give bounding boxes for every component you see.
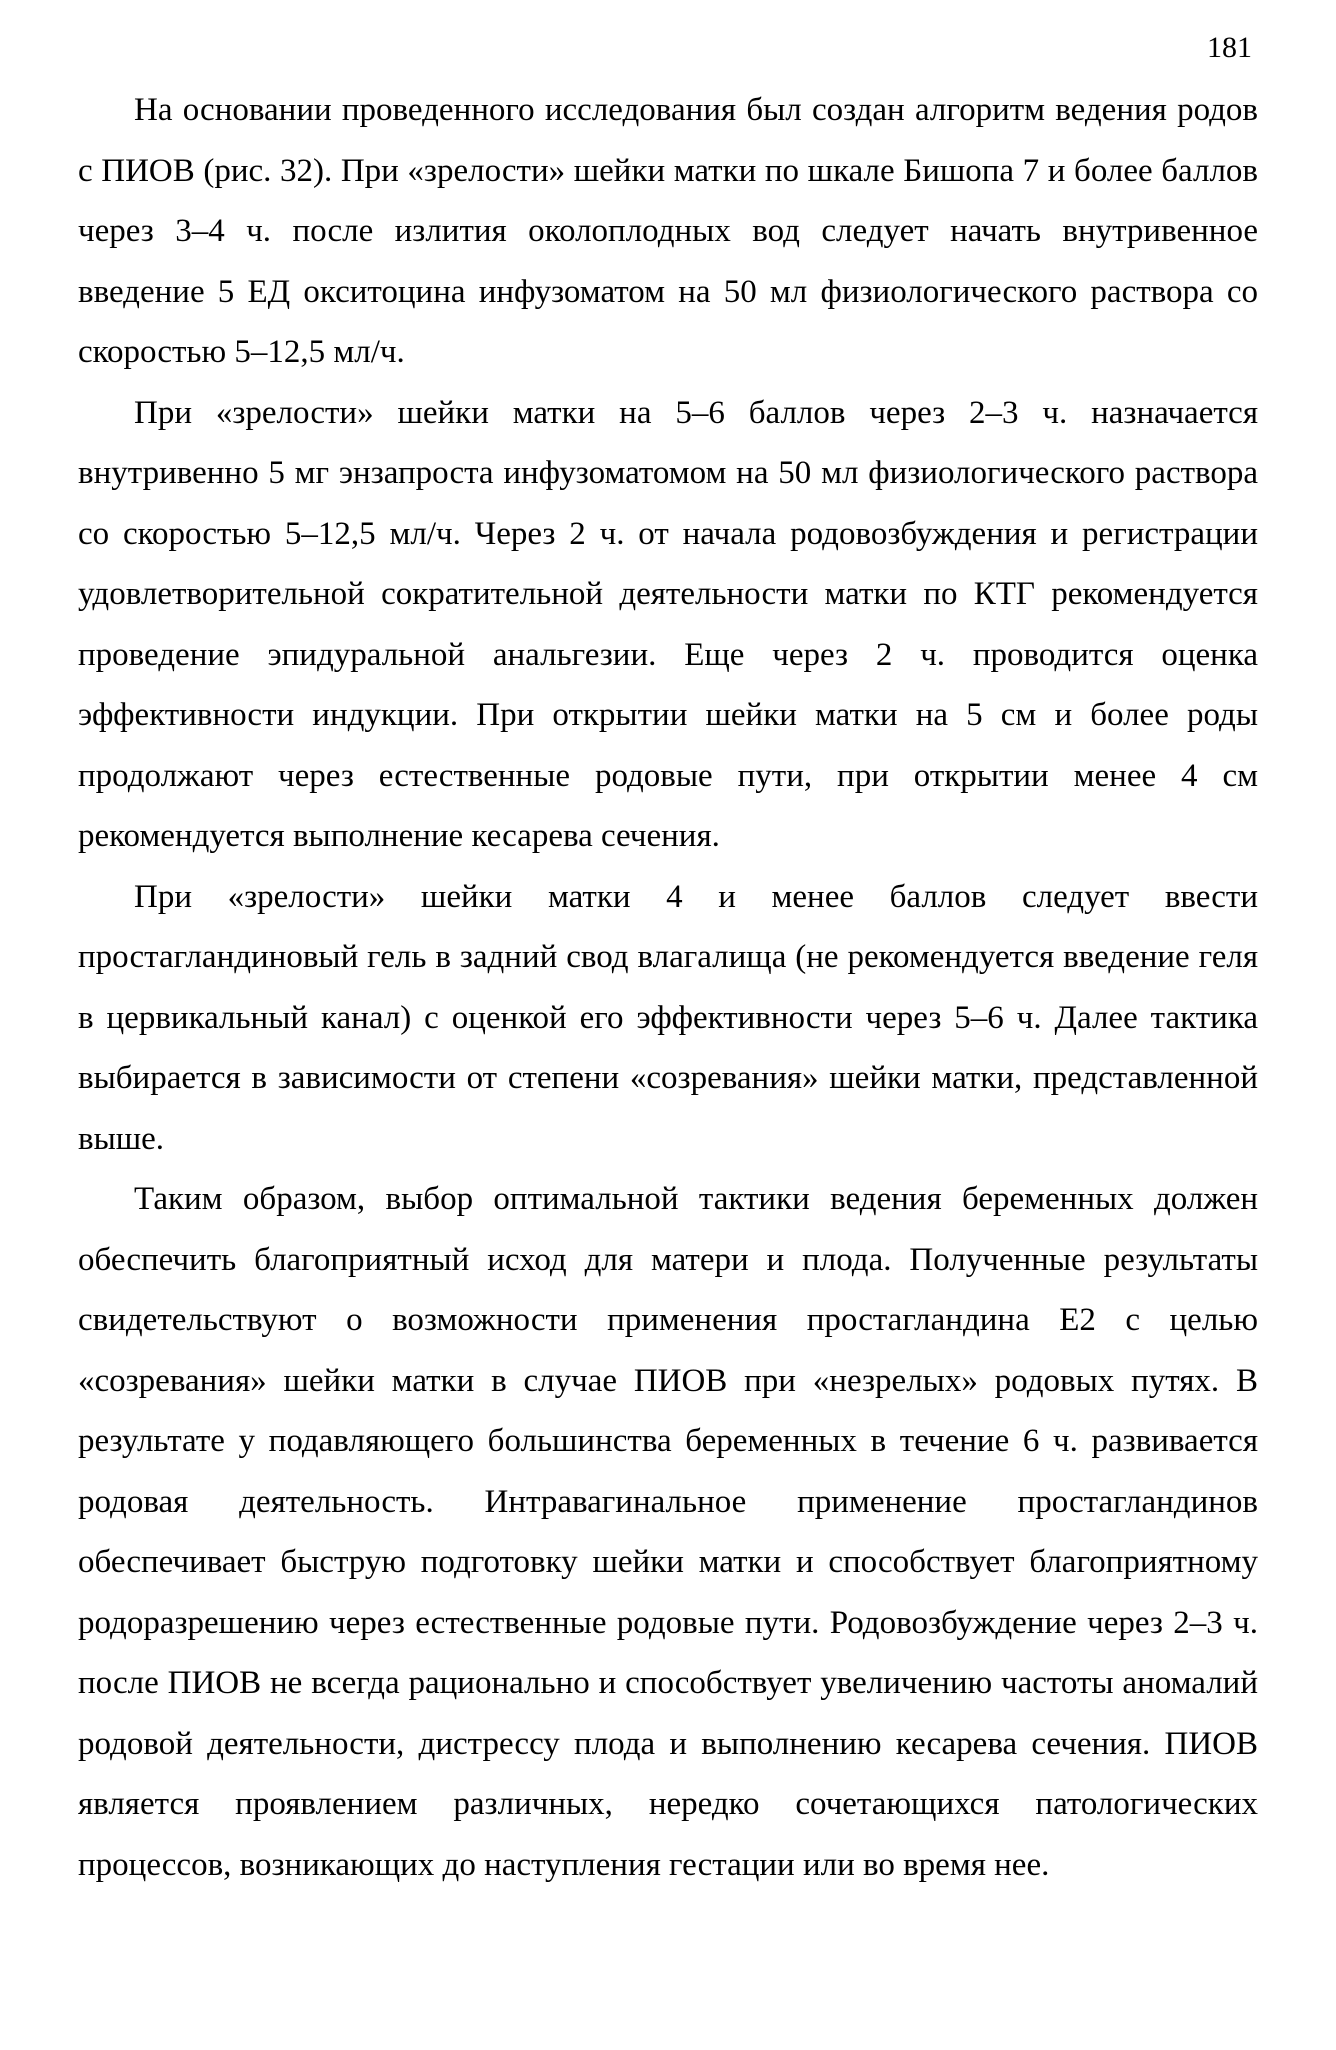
paragraph-enzaprost: При «зрелости» шейки матки на 5–6 баллов через 2–3 ч. назначается внутривенно 5 мг энзапроста инфузоматомом на 50 мл физиологического раствора со скоростью 5–12,5 мл/ч. Через 2 ч. от начала родовозбуждения и регистрации удовлетворительной сократительной деятельности матки по КТГ рекомендуется проведение эпидуральной анальгезии. Еще через 2 ч. проводится оценка эффективности индукции. При открытии шейки матки на 5 см и более роды продолжают через естественные родовые пути, при открытии менее 4 см рекомендуется выполнение кесарева сечения. bbox=[78, 394, 1258, 854]
body-text bbox=[78, 80, 1258, 1895]
paragraph-prostaglandin-gel: При «зрелости» шейки матки 4 и менее баллов следует ввести простагландиновый гель в задний свод влагалища (не рекомендуется введение геля в цервикальный канал) с оценкой его эффективности через 5–6 ч. Далее тактика выбирается в зависимости от степени «созревания» шейки матки, представленной выше. bbox=[78, 878, 1258, 1157]
paragraph-conclusion: Таким образом, выбор оптимальной тактики ведения беременных должен обеспечить благоприятный исход для матери и плода. Полученные результаты свидетельствуют о возможности применения простагландина Е2 с целью «созревания» шейки матки в случае ПИОВ при «незрелых» родовых путях. В результате у подавляющего большинства беременных в течение 6 ч. развивается родовая деятельность. Интравагинальное применение простагландинов обеспечивает быструю подготовку шейки матки и способствует благоприятному родоразрешению через естественные родовые пути. Родовозбуждение через 2–3 ч. после ПИОВ не всегда рационально и способствует увеличению частоты аномалий родовой деятельности, дистрессу плода и выполнению кесарева сечения. ПИОВ является проявлением различных, нередко сочетающихся патологических процессов, возникающих до наступления гестации или во время нее. bbox=[78, 1181, 1258, 1883]
paragraph-algorithm: На основании проведенного исследования был создан алгоритм ведения родов с ПИОВ (рис. 32). При «зрелости» шейки матки по шкале Бишопа 7 и более баллов через 3–4 ч. после излития околоплодных вод следует начать внутривенное введение 5 ЕД окситоцина инфузоматом на 50 мл физиологического раствора со скоростью 5–12,5 мл/ч. bbox=[78, 92, 1258, 370]
page-number: 181 bbox=[1207, 31, 1252, 64]
